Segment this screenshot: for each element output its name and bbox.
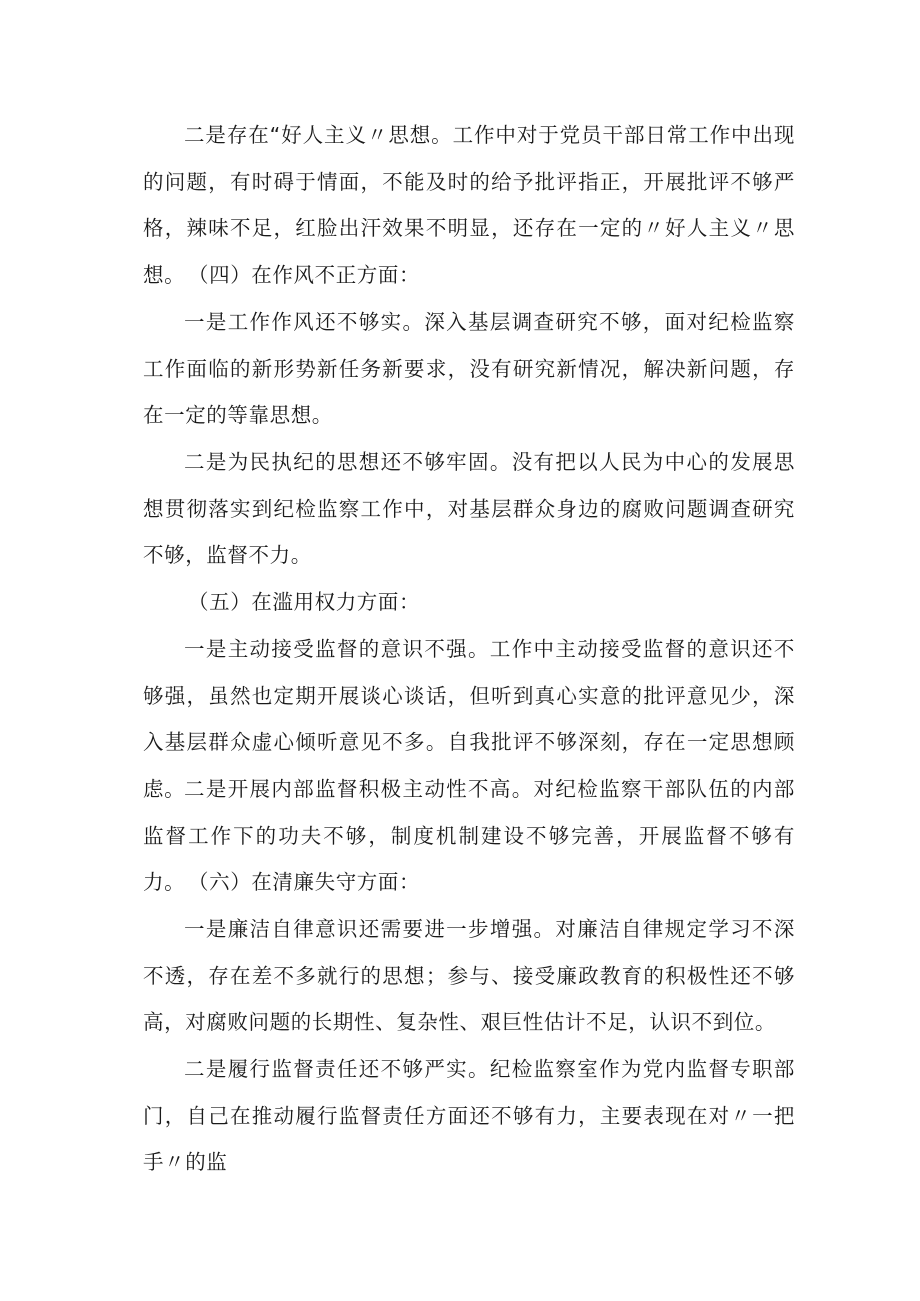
paragraph-self-discipline: 一是廉洁自律意识还需要进一步增强。对廉洁自律规定学习不深不透，存在差不多就行的思想；参与、接受廉政教育的积极性还不够高，对腐败问题的长期性、复杂性、艰巨性估计不足，认识不到位。 [143, 917, 795, 1034]
paragraph-work-style: 一是工作作风还不够实。深入基层调查研究不够，面对纪检监察工作面临的新形势新任务新要求，没有研究新情况，解决新问题，存在一定的等靠思想。 [143, 310, 795, 427]
section-heading-6: （六）在清廉失守方面： [188, 870, 421, 894]
section-heading-5: （五）在滥用权力方面： [188, 590, 421, 614]
paragraph-good-person-ideology: 二是存在“好人主义〃思想。工作中对于党员干部日常工作中出现的问题，有时碍于情面，不能及时的给予批评指正，开展批评不够严格，辣味不足，红脸出汗效果不明显，还存在一定的〃好人主义〃思想。 [143, 123, 795, 287]
paragraph-internal-supervision: 二是开展内部监督积极主动性不高。对纪检监察干部队伍的内部监督工作下的功夫不够，制度机制建设不够完善，开展监督不够有力。 [143, 777, 795, 894]
paragraph-accept-supervision: 一是主动接受监督的意识不强。工作中主动接受监督的意识还不够强，虽然也定期开展谈心谈话，但听到真心实意的批评意见少，深入基层群众虚心倾听意见不多。自我批评不够深刻，存在一定思想顾虑。 [143, 637, 795, 801]
paragraph-people-oriented-discipline: 二是为民执纪的思想还不够牢固。没有把以人民为中心的发展思想贯彻落实到纪检监察工作中，对基层群众身边的腐败问题调查研究不够，监督不力。 [143, 450, 795, 567]
paragraph-supervision-duty: 二是履行监督责任还不够严实。纪检监察室作为党内监督专职部门，自己在推动履行监督责任方面还不够有力，主要表现在对〃一把手〃的监 [143, 1057, 795, 1174]
section-heading-4: （四）在作风不正方面： [188, 263, 421, 287]
